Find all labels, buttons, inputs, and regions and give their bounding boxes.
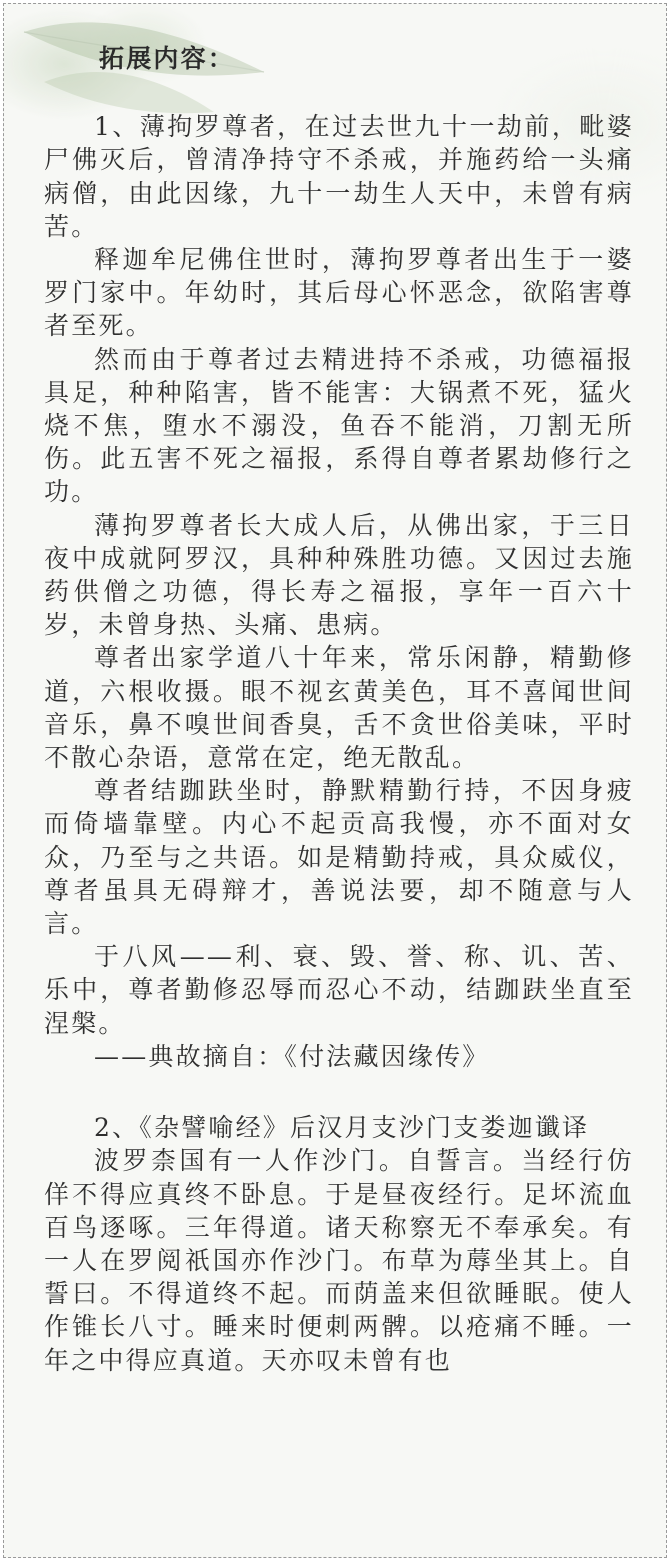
paragraph: 于八风——利、衰、毁、誉、称、讥、苦、乐中，尊者勤修忍辱而忍心不动，结跏趺坐直至涅槃。 (44, 942, 634, 1038)
paragraph: 1、薄拘罗尊者，在过去世九十一劫前，毗婆尸佛灭后，曾清净持守不杀戒，并施药给一头痛病僧，由此因缘，九十一劫生人天中，未曾有病苦。 (44, 112, 634, 241)
source-citation: ——典故摘自：《付法藏因缘传》 (94, 1041, 490, 1071)
section-divider (44, 1073, 634, 1111)
paragraph: 波罗柰国有一人作沙门。自誓言。当经行仿佯不得应真终不卧息。于是昼夜经行。足坏流血百鸟逐啄。三年得道。诸天称察无不奉承矣。有一人在罗阅祇国亦作沙门。布草为蓐坐其上。自誓曰。不得道终不起。而荫盖来但欲睡眠。使人作锥长八寸。睡来时便刺两髀。以疮痛不睡。一年之中得应真道。天亦叹未曾有也 (44, 1146, 634, 1375)
page-title: 拓展内容： (99, 44, 236, 73)
article-card (3, 3, 667, 1558)
paragraph: 然而由于尊者过去精进持不杀戒，功德福报具足，种种陷害，皆不能害：大锅煮不死，猛火烧不焦，堕水不溺没，鱼吞不能消，刀割无所伤。此五害不死之福报，系得自尊者累劫修行之功。 (44, 344, 634, 507)
section-title: 2、《杂譬喻经》后汉月支沙门支娄迦谶译 (94, 1113, 590, 1143)
paragraph: 尊者结跏趺坐时，静默精勤行持，不因身疲而倚墙靠壁。内心不起贡高我慢，亦不面对女众，乃至与之共语。如是精勤持戒，具众威仪，尊者虽具无碍辩才，善说法要，却不随意与人言。 (44, 776, 634, 939)
paragraph: 薄拘罗尊者长大成人后，从佛出家，于三日夜中成就阿罗汉，具种种殊胜功德。又因过去施药供僧之功德，得长寿之福报，享年一百六十岁，未曾身热、头痛、患病。 (44, 510, 634, 640)
paragraph: 尊者出家学道八十年来，常乐闲静，精勤修道，六根收摄。眼不视玄黄美色，耳不喜闻世间音乐，鼻不嗅世间香臭，舌不贪世俗美味，平时不散心杂语，意常在定，绝无散乱。 (44, 643, 634, 773)
article-body (44, 42, 634, 1377)
paragraph: 释迦牟尼佛住世时，薄拘罗尊者出生于一婆罗门家中。年幼时，其后母心怀恶念，欲陷害尊者至死。 (44, 245, 634, 341)
